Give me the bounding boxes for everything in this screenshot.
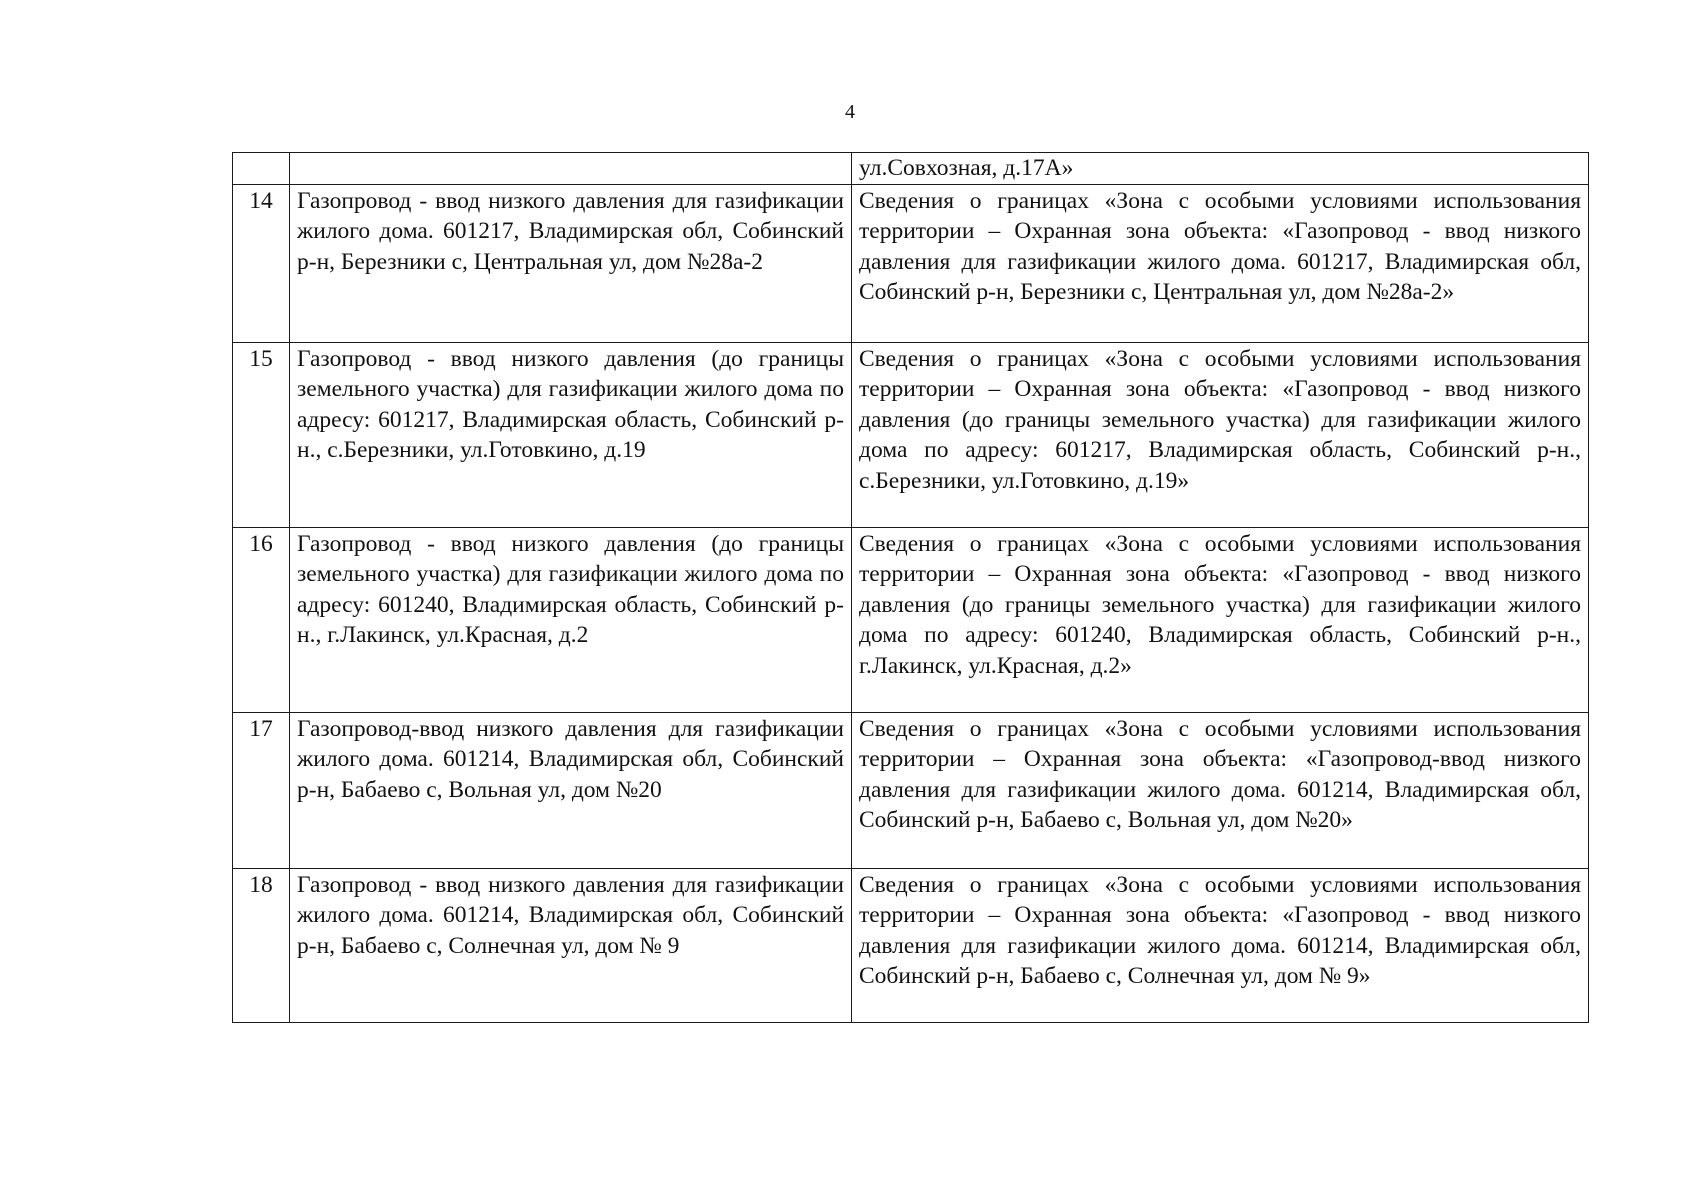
zones-table-body [233,153,1589,1023]
table-row [233,868,1589,1022]
zone-info-cell: Сведения о границах «Зона с особыми условиями использования территории – Охранная зона объекта: «Газопровод - ввод низкого давления для газификации жилого дома. 601217, Владимирская обл, Собинский р-н, Березники с, Центральная ул, дом №28а-2» [852,184,1589,342]
table-row [233,712,1589,868]
row-number-cell: 14 [233,184,290,342]
object-name-cell: Газопровод - ввод низкого давления (до границы земельного участка) для газификации жилого дома по адресу: 601217, Владимирская область, Собинский р-н., с.Березники, ул.Готовкино, д.19 [290,342,852,527]
zone-info-cell: ул.Совхозная, д.17А» [852,153,1589,185]
row-number-cell: 17 [233,712,290,868]
object-name-cell [290,153,852,185]
row-number-cell [233,153,290,185]
row-number-cell: 18 [233,868,290,1022]
zones-table [232,152,1589,1023]
row-number-cell: 16 [233,527,290,712]
table-row [233,342,1589,527]
page-number: 4 [845,101,855,123]
table-row [233,184,1589,342]
table-row-continuation [233,153,1589,185]
object-name-cell: Газопровод-ввод низкого давления для газификации жилого дома. 601214, Владимирская обл, Собинский р-н, Бабаево с, Вольная ул, дом №20 [290,712,852,868]
object-name-cell: Газопровод - ввод низкого давления (до границы земельного участка) для газификации жилого дома по адресу: 601240, Владимирская область, Собинский р-н., г.Лакинск, ул.Красная, д.2 [290,527,852,712]
object-name-cell: Газопровод - ввод низкого давления для газификации жилого дома. 601217, Владимирская обл, Собинский р-н, Березники с, Центральная ул, дом №28а-2 [290,184,852,342]
table-row [233,527,1589,712]
zone-info-cell: Сведения о границах «Зона с особыми условиями использования территории – Охранная зона объекта: «Газопровод-ввод низкого давления для газификации жилого дома. 601214, Владимирская обл, Собинский р-н, Бабаево с, Вольная ул, дом №20» [852,712,1589,868]
object-name-cell: Газопровод - ввод низкого давления для газификации жилого дома. 601214, Владимирская обл, Собинский р-н, Бабаево с, Солнечная ул, дом № 9 [290,868,852,1022]
zone-info-cell: Сведения о границах «Зона с особыми условиями использования территории – Охранная зона объекта: «Газопровод - ввод низкого давления (до границы земельного участка) для газификации жилого дома по адресу: 601240, Владимирская область, Собинский р-н., г.Лакинск, ул.Красная, д.2» [852,527,1589,712]
zone-info-cell: Сведения о границах «Зона с особыми условиями использования территории – Охранная зона объекта: «Газопровод - ввод низкого давления (до границы земельного участка) для газификации жилого дома по адресу: 601217, Владимирская область, Собинский р-н., с.Березники, ул.Готовкино, д.19» [852,342,1589,527]
zone-info-cell: Сведения о границах «Зона с особыми условиями использования территории – Охранная зона объекта: «Газопровод - ввод низкого давления для газификации жилого дома. 601214, Владимирская обл, Собинский р-н, Бабаево с, Солнечная ул, дом № 9» [852,868,1589,1022]
row-number-cell: 15 [233,342,290,527]
